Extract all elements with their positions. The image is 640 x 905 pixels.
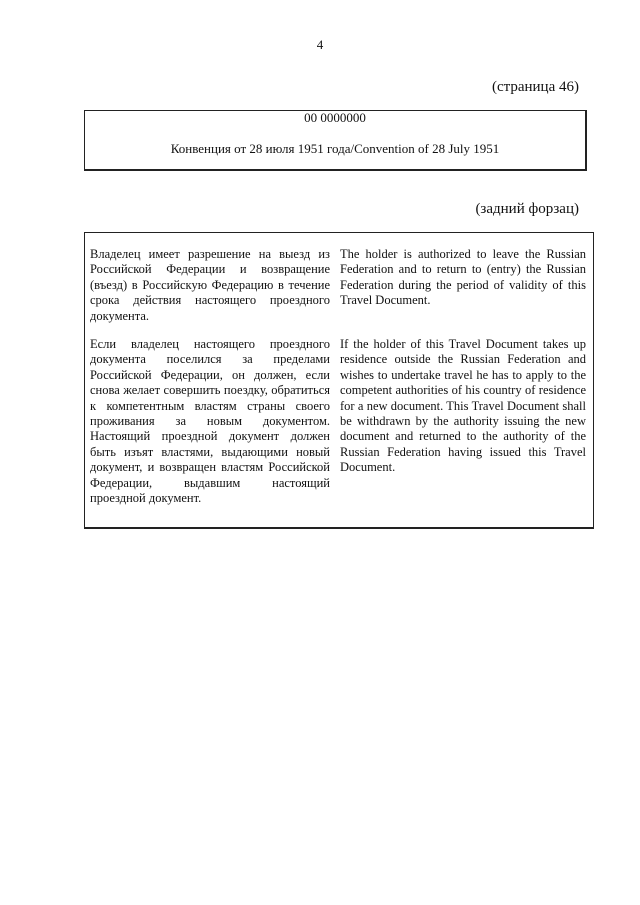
section-2-english [340, 337, 586, 476]
section-1-russian-text: Владелец имеет разрешение на выезд из Российской Федерации и возвращение (въезд) в Российскую Федерацию в течение срока действия настоящего проездного документа. [90, 247, 330, 323]
section-2-russian-text: Если владелец настоящего проездного документа поселился за пределами Российской Федерации, он должен, если снова желает совершить поездку, обратиться к компетентным властям страны своего проживания за новым документом. Настоящий проездной документ должен быть изъят властями, выдающими новый документ, и возвращен властям Российской Федерации, выдавшим настоящий проездной документ. [90, 337, 330, 506]
section-1-english [340, 247, 586, 309]
back-endpaper-label: (задний форзац) [475, 201, 579, 217]
page-number: 4 [316, 37, 324, 52]
document-header-box [84, 110, 587, 171]
document-number: 00 0000000 [304, 110, 366, 125]
page-reference: (страница 46) [491, 79, 579, 95]
convention-title: Конвенция от 28 июля 1951 года/Convention of 28 July 1951 [170, 141, 500, 156]
section-1-english-text: The holder is authorized to leave the Russian Federation and to return to (entry) the Russian Federation during the period of validity of this Travel Document. [340, 247, 586, 308]
section-2-english-text: If the holder of this Travel Document takes up residence outside the Russian Federation and wishes to undertake travel he has to apply to the competent authorities of his country of residence for a new document. This Travel Document shall be withdrawn by the authority issuing the new document and returned to the authority of the Russian Federation having issued this Travel Document. [340, 337, 586, 475]
section-1-russian [90, 247, 330, 324]
travel-document-notes-box [84, 232, 594, 529]
section-2-russian [90, 337, 330, 506]
